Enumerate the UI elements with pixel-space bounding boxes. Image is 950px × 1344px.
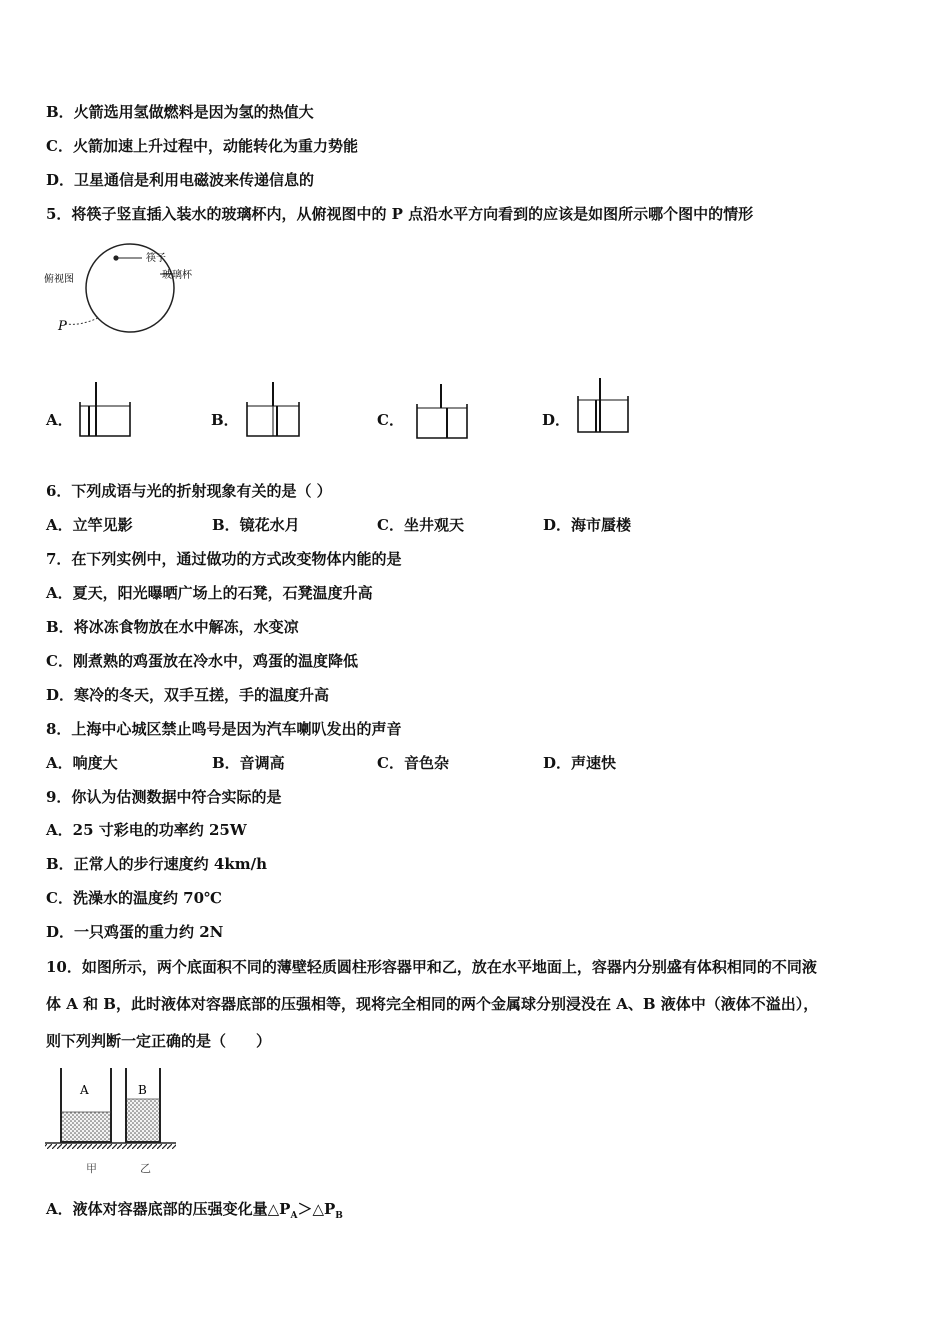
q9-stem: 9．你认为估测数据中符合实际的是	[46, 788, 282, 806]
q8-option-b: B．音调高	[212, 754, 285, 772]
q7-stem: 7．在下列实例中，通过做功的方式改变物体内能的是	[46, 550, 402, 568]
q5-label-top-view: 俯视图	[44, 274, 74, 285]
q6-options	[46, 515, 906, 535]
q10-option-a-text: A．液体对容器底部的压强变化量△P	[46, 1200, 291, 1218]
q5-diagram-b	[243, 380, 303, 440]
q7-option-c: C．刚煮熟的鸡蛋放在冷水中，鸡蛋的温度降低	[46, 652, 358, 670]
q10-containers-figure	[42, 1064, 182, 1179]
q5-diagram-c	[411, 382, 473, 442]
q10-label-yi: 乙	[140, 1162, 151, 1175]
q4-option-b: B．火箭选用氢做燃料是因为氢的热值大	[46, 103, 314, 121]
q6-option-d: D．海市蜃楼	[543, 516, 632, 534]
q8-option-c: C．音色杂	[377, 754, 449, 772]
q6-option-a: A．立竿见影	[46, 516, 133, 534]
q5-option-c: C．	[377, 411, 404, 429]
q5-option-d: D．	[542, 411, 571, 429]
q5-label-point: P	[58, 319, 67, 334]
q5-label-chopstick: 筷子	[146, 253, 166, 264]
q7-option-d: D．寒冷的冬天，双手互搓，手的温度升高	[46, 686, 330, 704]
q6-option-b: B．镜花水月	[212, 516, 300, 534]
q5-diagram-a	[76, 380, 136, 440]
q5-option-a: A．	[46, 411, 73, 429]
q10-option-a-mid: ＞△P	[297, 1200, 336, 1218]
q10-label-b: B	[138, 1083, 147, 1097]
q10-stem-line-1: 10．如图所示，两个底面积不同的薄壁轻质圆柱形容器甲和乙，放在水平地面上，容器内分别盛有体积相同的不同液	[46, 958, 817, 976]
q10-label-a: A	[80, 1083, 89, 1097]
q10-option-a	[46, 1199, 343, 1226]
q6-option-c: C．坐井观天	[377, 516, 464, 534]
q4-option-d: D．卫星通信是利用电磁波来传递信息的	[46, 171, 315, 189]
q10-option-a-sub-b: B	[335, 1211, 343, 1221]
q4-option-c: C．火箭加速上升过程中，动能转化为重力势能	[46, 137, 358, 155]
q8-options	[46, 753, 906, 773]
q10-label-jia: 甲	[86, 1162, 97, 1175]
q5-stem: 5．将筷子竖直插入装水的玻璃杯内，从俯视图中的 P 点沿水平方向看到的应该是如图所示哪个图中的情形	[46, 205, 754, 223]
q5-top-view-figure	[40, 238, 220, 338]
q7-option-a: A．夏天，阳光曝晒广场上的石凳，石凳温度升高	[46, 584, 373, 602]
q8-option-d: D．声速快	[543, 754, 617, 772]
q6-stem: 6．下列成语与光的折射现象有关的是（ ）	[46, 482, 332, 500]
q9-option-b: B．正常人的步行速度约 4km/h	[46, 855, 267, 873]
q9-option-a: A．25 寸彩电的功率约 25W	[46, 821, 247, 839]
q5-option-b: B．	[211, 411, 239, 429]
q10-option-a-sub-a: A	[290, 1211, 298, 1221]
q9-option-c: C．洗澡水的温度约 70℃	[46, 889, 223, 907]
q8-stem: 8．上海中心城区禁止鸣号是因为汽车喇叭发出的声音	[46, 720, 402, 738]
q10-stem-line-2: 体 A 和 B，此时液体对容器底部的压强相等，现将完全相同的两个金属球分别浸没在 A、B 液体中（液体不溢出），	[46, 995, 819, 1013]
q5-label-glass: 玻璃杯	[162, 270, 192, 281]
q10-stem-line-3: 则下列判断一定正确的是（ ）	[46, 1032, 272, 1050]
q9-option-d: D．一只鸡蛋的重力约 2N	[46, 923, 224, 941]
q5-diagram-d	[574, 376, 634, 436]
q8-option-a: A．响度大	[46, 754, 118, 772]
q7-option-b: B．将冰冻食物放在水中解冻，水变凉	[46, 618, 299, 636]
